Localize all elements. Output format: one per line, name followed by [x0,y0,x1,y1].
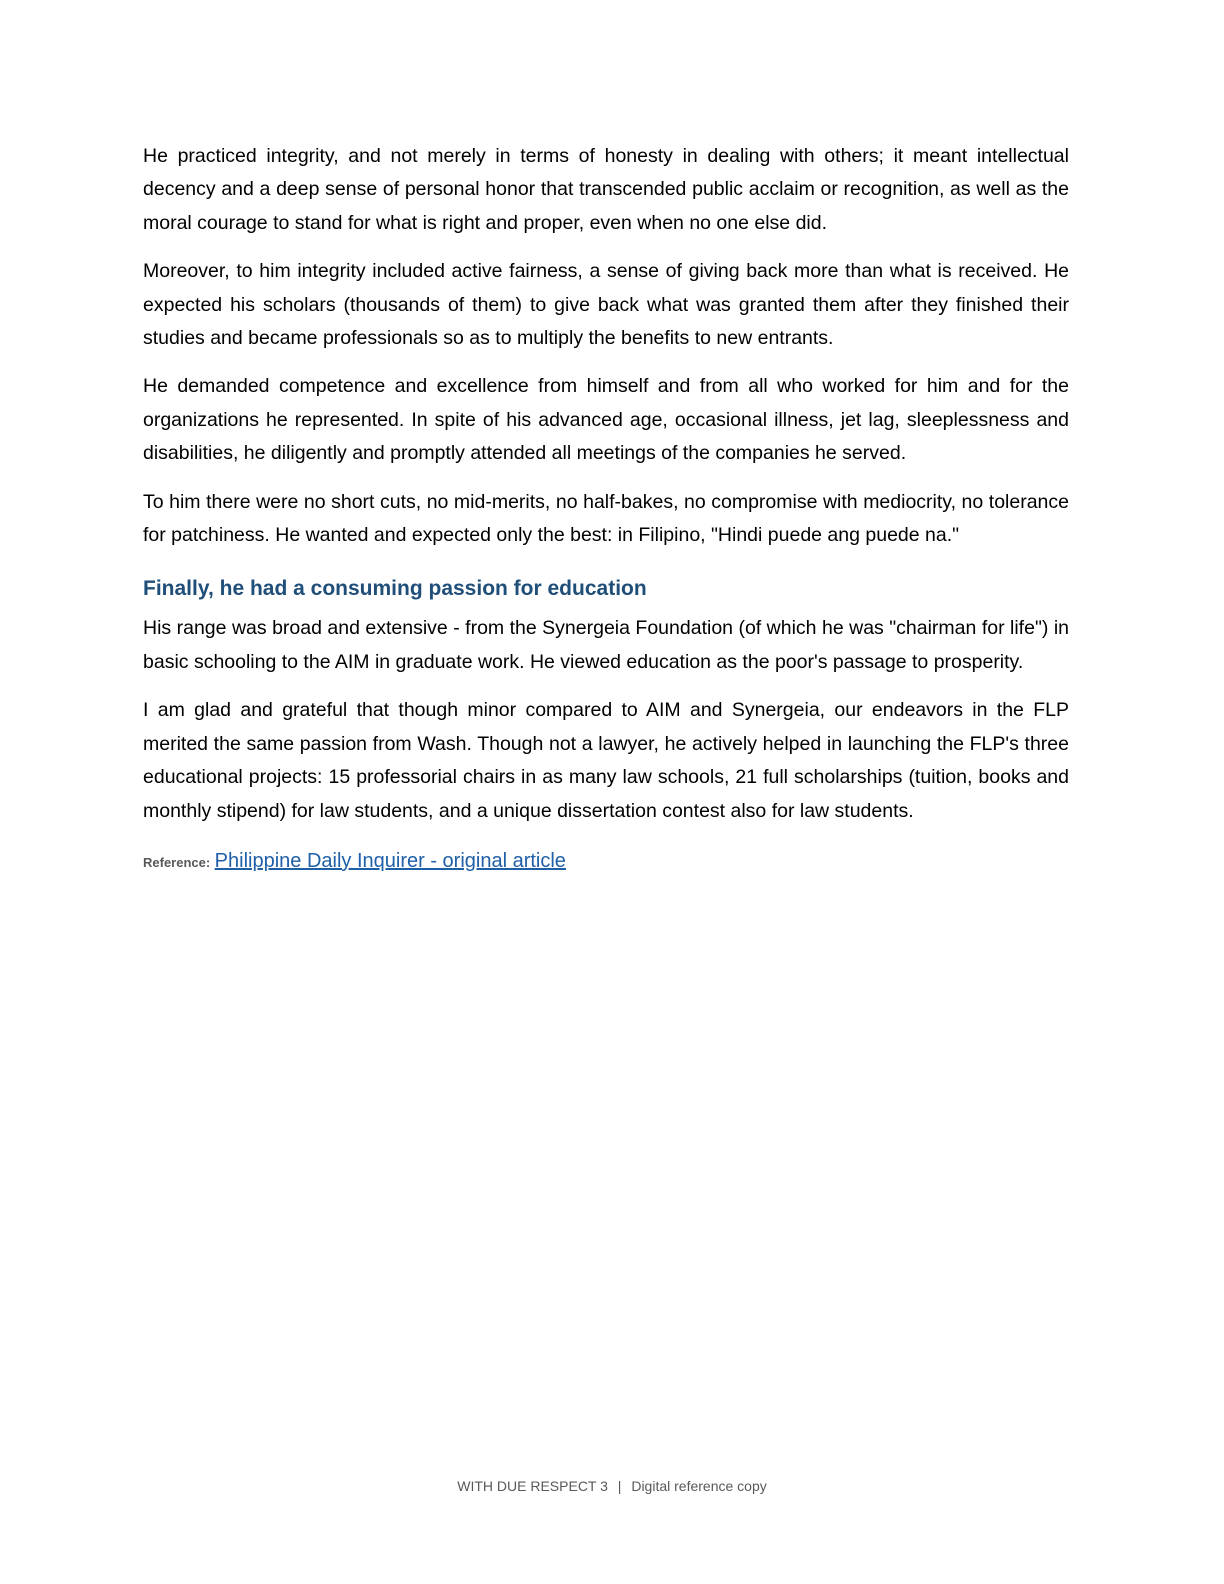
paragraph-competence: He demanded competence and excellence from himself and from all who worked for him and for the organizations he represented. In spite of his advanced age, occasional illness, jet lag, sleeplessness and disabilities, he diligently and promptly attended all meetings of the companies he served. [143,375,1069,465]
paragraph-no-shortcuts: To him there were no short cuts, no mid-merits, no half-bakes, no compromise with mediocrity, no tolerance for patchiness. He wanted and expected only the best: in Filipino, "Hindi puede ang puede na." [143,490,1069,547]
reference-label: Reference: [143,854,211,870]
footer-title: WITH DUE RESPECT 3 [457,1478,608,1494]
paragraph-education-range: His range was broad and extensive - from the Synergeia Foundation (of which he was "chairman for life") in basic schooling to the AIM in graduate work. He viewed education as the poor's passage to prosperity. [143,617,1069,673]
footer-note: Digital reference copy [631,1478,767,1494]
paragraph-fairness: Moreover, to him integrity included active fairness, a sense of giving back more than what is received. He expected his scholars (thousands of them) to give back what was granted them after they finished their studies and became professionals so as to multiply the benefits to new entrants. [143,260,1069,350]
footer-separator: | [617,1478,622,1494]
page-footer [0,1478,1224,1494]
paragraph-flp-projects: I am glad and grateful that though minor compared to AIM and Synergeia, our endeavors in the FLP merited the same passion from Wash. Though not a lawyer, he actively helped in launching the FLP's three educational projects: 15 professorial chairs in as many law schools, 21 full scholarships (tuition, books and monthly stipend) for law students, and a unique dissertation contest also for law students. [143,699,1069,822]
reference-link[interactable]: Philippine Daily Inquirer - original article [214,849,566,872]
section-heading: Finally, he had a consuming passion for education [143,577,647,601]
reference-line [143,846,1069,878]
paragraph-integrity: He practiced integrity, and not merely in terms of honesty in dealing with others; it meant intellectual decency and a deep sense of personal honor that transcended public acclaim or recognition, as well as the moral courage to stand for what is right and proper, even when no one else did. [143,145,1069,234]
document-body [143,140,1069,878]
